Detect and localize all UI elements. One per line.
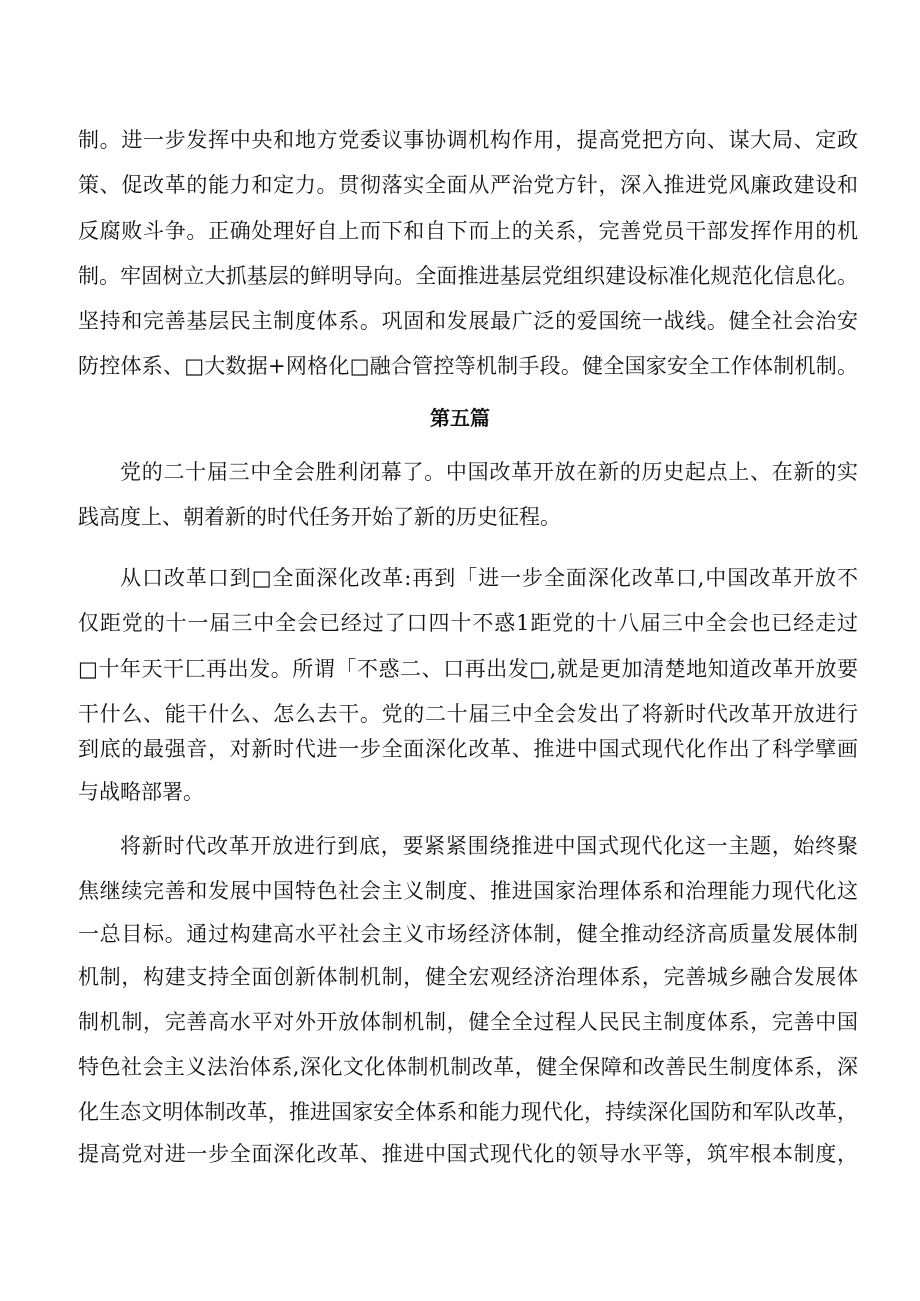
text-line: 仅距党的十一届三中全会已经过了口四十不惑1距党的十八届三中全会也已经走过 — [78, 611, 858, 635]
text-line: 干什么、能干什么、怎么去干。党的二十届三中全会发出了将新时代改革开放进行 — [78, 702, 858, 726]
text-line: 践高度上、朝着新的时代任务开始了新的历史征程。 — [78, 505, 561, 529]
text-line: 焦继续完善和发展中国特色社会主义制度、推进国家治理体系和治理能力现代化这 — [78, 879, 858, 903]
text-line: 防控体系、□大数据+网格化□融合管控等机制手段。健全国家安全工作体制机制。 — [78, 354, 858, 378]
text-line: 机制，构建支持全面创新体制机制，健全宏观经济治理体系，完善城乡融合发展体 — [78, 965, 858, 989]
text-line: 制。牢固树立大抓基层的鲜明导向。全面推进基层党组织建设标准化规范化信息化。 — [78, 264, 858, 288]
text-line: 一总目标。通过构建高水平社会主义市场经济体制，健全推动经济高质量发展体制 — [78, 922, 858, 946]
text-line: 反腐败斗争。正确处理好自上而下和自下而上的关系，完善党员干部发挥作用的机 — [78, 219, 858, 243]
text-line: 党的二十届三中全会胜利闭幕了。中国改革开放在新的历史起点上、在新的实 — [120, 460, 858, 484]
text-line: 化生态文明体制改革，推进国家安全体系和能力现代化，持续深化国防和军队改革， — [78, 1100, 858, 1124]
text-line: 策、促改革的能力和定力。贯彻落实全面从严治党方针，深入推进党风廉政建设和 — [78, 173, 858, 197]
text-line: 特色社会主义法治体系,深化文化体制机制改革，健全保障和改善民生制度体系，深 — [78, 1055, 858, 1079]
text-line: □十年天干匚再出发。所谓「不惑二、口再出发□,就是更加清楚地知道改革开放要 — [78, 657, 858, 681]
text-line: 制。进一步发挥中央和地方党委议事协调机构作用，提高党把方向、谋大局、定政 — [78, 128, 858, 152]
text-line: 与战略部署。 — [78, 780, 204, 804]
text-line: 制机制，完善高水平对外开放体制机制，健全全过程人民民主制度体系，完善中国 — [78, 1010, 858, 1034]
text-line: 将新时代改革开放进行到底，要紧紧围绕推进中国式现代化这一主题，始终聚 — [120, 834, 858, 858]
text-line: 从口改革口到□全面深化改革:再到「进一步全面深化改革口,中国改革开放不 — [120, 566, 858, 590]
text-line: 坚持和完善基层民主制度体系。巩固和发展最广泛的爱国统一战线。健全社会治安 — [78, 309, 858, 333]
section-heading: 第五篇 — [430, 406, 490, 430]
text-line: 提高党对进一步全面深化改革、推进中国式现代化的领导水平等，筑牢根本制度， — [78, 1142, 858, 1166]
text-line: 到底的最强音，对新时代进一步全面深化改革、推进中国式现代化作出了科学擘画 — [78, 737, 858, 761]
